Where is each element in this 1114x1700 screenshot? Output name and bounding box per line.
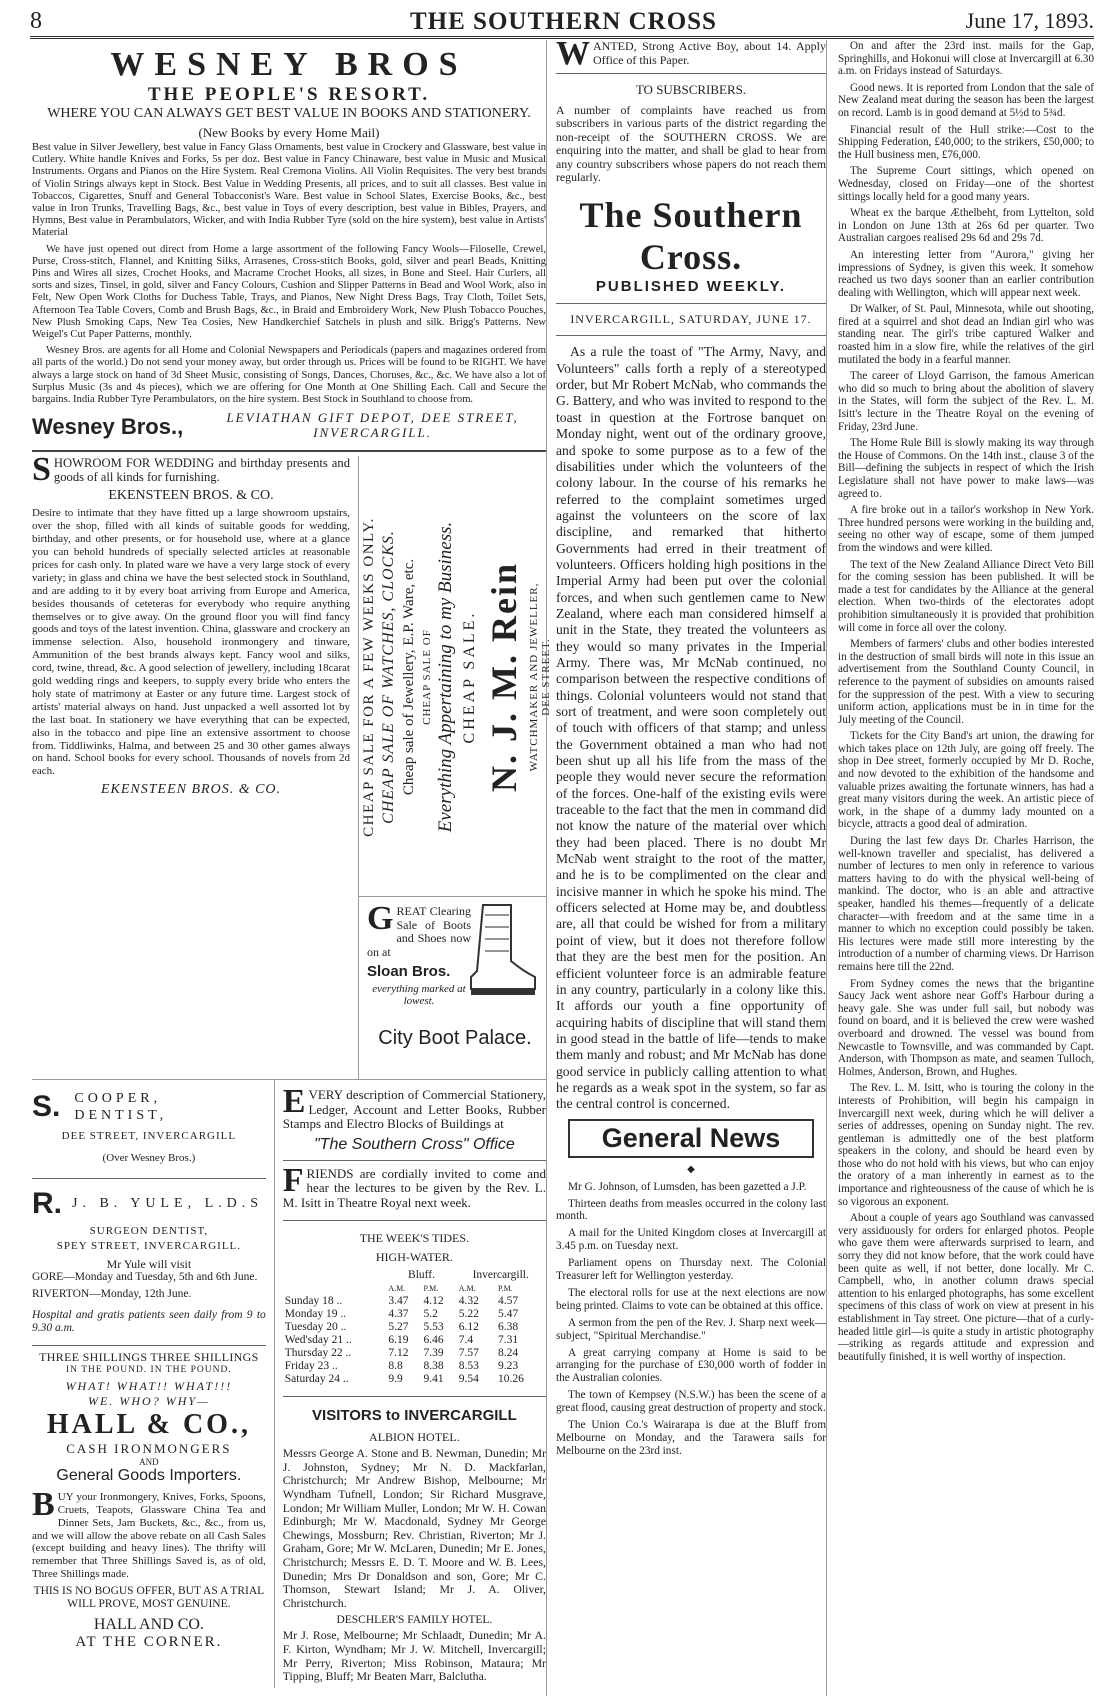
tides-ampm: A.M. (388, 1284, 406, 1294)
hall-general: General Goods Importers. (56, 1467, 242, 1485)
list-item: The Union Co.'s Wairarapa is due at the Bluff from Melbourne on Monday, and the Tarawera sails for Melbourne on the 23rd inst. (556, 1419, 826, 1457)
yule-gore: GORE—Monday and Tuesday, 5th and 6th June. (32, 1271, 258, 1284)
list-item: Dr Walker, of St. Paul, Minnesota, while out shooting, fired at a squirrel and shot dead an Indian girl who was standing near. The girl's tribe captured Walker and roasted him in a slow fire, while the relatives of the girl mutilated the body in a fearful manner. (838, 303, 1094, 366)
yule-visit: Mr Yule will visit (106, 1257, 192, 1272)
issue-date: June 17, 1893. (965, 8, 1094, 33)
list-item: A great carrying company at Home is said to be arranging for the purchase of £30,000 worth of fodder in the Australian colonies. (556, 1346, 826, 1385)
tides-cell: 5.2 (423, 1308, 438, 1321)
list-item: Tickets for the City Band's art union, the drawing for which takes place on 12th July, are going off freely. The shop in Dee street, formerly occupied by Mr D. Roche, and now devoted to the exhibition of the handsome and valuable prizes awaiting the fortunate winners, has had a great many visitors during the week. An artistic piece of work, in the shape of a dummy lady mounted on a bicycle, attracts a good deal of admiration. (838, 730, 1094, 831)
boot-text: REAT Clearing Sale of Boots and Shoes now on at (367, 904, 471, 959)
showroom-body: Desire to intimate that they have fitted up a large showroom upstairs, over the shop, filled with all kinds of suitable goods for wedding, birthday, and other presents, or for household use, where at a glance you can behold hundreds of specially selected articles at reasonable prices for cash only. In plated ware we have a very large stock of every variety; in glass and china we have the best selected stock in Southland, and are adding to it by every boat arriving from Europe and America, besides thousands of ceteteras for everybody who require anything themselves or to give away. On the ground floor you will find fancy goods and toys of the latest invention. China, glassware and crockery an immense selection. Also, household ironmongery and tinware, Ammunition of the best brands always kept. Fancy wool and silks, cord, twine, thread, &c. A good selection of jewellery, including 18carat gold wedding rings and keepers, to supply every bride who enters the holy state of matrimony at Easter or any future time. Largest stock of artists' material always on hand. Just unpacked a well assorted lot by the last boat. In stationery we have everything that can be expected, also in the tobacco and pipe line an extensive assortment to choose from. Tiddliwinks, Halma, and between 25 and 30 other games always on hand. School books for every school. Thousands of novels from 2d each. (32, 507, 351, 778)
tides-day: Thursday 22 .. (284, 1347, 352, 1360)
tides-cell: 8.53 (458, 1360, 479, 1373)
rein-line-7: N. J. M. Rein (484, 562, 524, 793)
list-item: Thirteen deaths from measles occurred in the colony last month. (556, 1197, 826, 1223)
divider (556, 335, 826, 336)
rein-line-8: WATCHMAKER AND JEWELLER, (528, 582, 540, 772)
divider (283, 1396, 546, 1397)
hall-bogus: THIS IS NO BOGUS OFFER, BUT AS A TRIAL WILL PROVE, MOST GENUINE. (33, 1584, 265, 1610)
tides-place: Bluff. (408, 1269, 435, 1282)
subscribers-body: A number of complaints have reached us from subscribers in various parts of the district regarding the non-receipt of the SOUTHERN CROSS. We are enquiring into the matter, and shall be glad to hear from any country subscribers whose papers do not reach them regularly. (556, 103, 826, 185)
list-item: The town of Kempsey (N.S.W.) has been the scene of a great flood, causing great destruction of property and stock. (556, 1389, 826, 1415)
page-number: 8 (30, 8, 42, 34)
tides-ampm: P.M. (423, 1284, 439, 1294)
yule-name: J. B. YULE, L.D.S (72, 1196, 264, 1212)
visitors-section (283, 1407, 546, 1684)
cooper-street: DEE STREET, INVERCARGILL (61, 1130, 237, 1143)
yule-riverton: RIVERTON—Monday, 12th June. (32, 1288, 192, 1301)
tides-cell: 5.53 (423, 1321, 444, 1334)
table-row (283, 1308, 545, 1321)
tides-cell: 7.57 (458, 1347, 479, 1360)
wesney-address-2: INVERCARGILL. (313, 425, 433, 441)
commercial-office: "The Southern Cross" Office (313, 1135, 515, 1153)
cooper-initial: S. (32, 1090, 61, 1124)
divider (32, 1345, 266, 1346)
tides-table (283, 1231, 546, 1386)
boot-dropcap: G (367, 900, 394, 938)
showroom-advert (32, 451, 358, 1079)
newspaper-title: THE SOUTHERN CROSS (410, 8, 717, 35)
boot-tagline: everything marked at lowest. (372, 983, 466, 1008)
tides-ampm: P.M. (498, 1284, 513, 1294)
rein-line-2: CHEAP SALE OF WATCHES, CLOCKS. (380, 530, 397, 825)
cooper-name: COOPER, (74, 1091, 162, 1107)
divider (32, 450, 546, 452)
table-row (283, 1321, 545, 1334)
hall-and: AND (139, 1457, 159, 1468)
list-item: Parliament opens on Thursday next. The Colonial Treasurer left for Wellington yesterday. (556, 1257, 826, 1283)
rein-and-boot-column (358, 456, 552, 1079)
rein-line-1: CHEAP SALE FOR A FEW WEEKS ONLY. (361, 517, 377, 838)
general-news-title: General News (568, 1119, 814, 1158)
tides-cell: 9.23 (498, 1360, 519, 1373)
tides-cell: 4.57 (498, 1295, 519, 1308)
list-item: Financial result of the Hull strike:—Cost to the Shipping Federation, £40,000; to the strikers, £50,000; to the Hull business men, £76,000. (838, 123, 1094, 161)
general-news-list (556, 1181, 826, 1458)
tides-cell: 8.24 (498, 1347, 519, 1360)
tides-cell: 7.39 (423, 1347, 444, 1360)
rein-line-3: Cheap sale of Jewellery, E.P. Ware, etc. (401, 559, 417, 796)
tides-cell: 9.54 (458, 1373, 479, 1386)
hall-dropcap: B (32, 1486, 55, 1524)
yule-advert (32, 1187, 266, 1221)
wesney-name: WESNEY BROS (110, 46, 468, 83)
tides-cell: 9.9 (388, 1373, 403, 1386)
tides-cell: 6.12 (458, 1321, 479, 1334)
tides-cell: 4.12 (423, 1295, 444, 1308)
ads-row-1 (32, 451, 552, 1079)
masthead-title: The Southern Cross. (579, 195, 803, 278)
tides-cell: 8.38 (423, 1360, 444, 1373)
wesney-advert (32, 46, 546, 440)
tides-ampm: A.M. (458, 1284, 476, 1294)
tides-cell: 3.47 (388, 1295, 409, 1308)
tides-cell: 6.19 (388, 1334, 409, 1347)
tides-day: Saturday 24 .. (284, 1373, 349, 1386)
hall-what: WHAT! WHAT!! WHAT!!! (65, 1379, 233, 1394)
table-row (283, 1360, 545, 1373)
wesney-para-2: We have just opened out direct from Home a large assortment of the following Fancy Wools—Filoselle, Crewel, Purse, Cross-stitch, Flannel, and Knitting Silks, Arrasenes, Cross-stitch Books, gold, silver and pearl Beads, Knitting Pins and Wires all sizes, Crochet Hooks, and Macrame Crochet Hooks, all sizes, in Bone and Steel. Hair Curlers, all sorts and sizes, Tinsel, in gold, silver and Fancy Colours, Cushion and Slipper Patterns in Bead and Wool Work, also in Felt, New Open Work Cloths for Duchess Table, Trays, and Pianos, New Night Dress Bags, Tray Cloth, Toilet Sets, Afternoon Tea Table Covers, Comb and Brush Bags, &c., in Braid and Embroidery Work, New Plush Tobacco Pouches, New Plush Smoking Caps, New Tea Cosies, New Handkerchief Satchels in plush and silk. Brigg's Patterns. New Weigel's Cut Paper Patterns, monthly. (32, 243, 546, 341)
subscribers-heading: TO SUBSCRIBERS. (635, 82, 747, 97)
albion-heading: ALBION HOTEL. (369, 1430, 460, 1445)
tides-place: Invercargill. (472, 1269, 529, 1282)
commercial-text: VERY description of Commercial Stationery, Ledger, Account and Letter Books, Rubber Stamps and Electro Blocks of Buildings at (282, 1087, 546, 1132)
table-row (283, 1347, 545, 1360)
list-item: Mr G. Johnson, of Lumsden, has been gazetted a J.P. (568, 1180, 807, 1193)
hall-pound: IN THE POUND. IN THE POUND. (66, 1365, 232, 1376)
tides-cell: 5.22 (458, 1308, 479, 1321)
boot-advert (358, 896, 546, 1079)
hall-cash: CASH IRONMONGERS (66, 1441, 232, 1457)
wesney-mail: (New Books by every Home Mail) (198, 125, 380, 140)
divider (32, 1178, 266, 1179)
albion-list: Messrs George A. Stone and B. Newman, Dunedin; Mr J. Johnston, Sydney; Mr N. D. Mackfarlan, Christchurch; Mr Andrew Bishop, Melbourne; Mr Wyndham Tufnell, London; Sir Richard Musgrave, London; Mr William Muller, London; Mr W. H. Cowan Edinburgh; Mr W. Macdonald, Sydney Mr George Chewings, Mossburn; Rev. Christian, Riverton; Mr J. Graham, Gore; Mr W. McLaren, Dunedin; Mr E. Jones, Christchurch; Messrs E. D. T. Moore and W. B. Lees, Dunedin; Mrs Dr Donaldson and son, Gore; Mr C. Thomson, Stewart Island; Mr J. A. Oliver, Christchurch. (282, 1446, 546, 1610)
showroom-head: HOWROOM FOR WEDDING and birthday presents and goods of all kinds for furnishing. (53, 456, 350, 485)
divider (283, 1160, 546, 1161)
list-item: During the last few days Dr. Charles Harrison, the well-known traveller and specialist, has delivered a number of lectures to men only in reference to various matters having to do with the physical well-being of mankind. The doctor, who is an able and attractive speaker, handled his themes—frequently of a delicate character—with freedom and at the same time in a manner to which no exception could possibly be taken. His lectures were made still more interesting by the introduction of a number of charming views. Dr Harrison remains here till the 22nd. (838, 835, 1094, 973)
boot-palace: City Boot Palace. (378, 1027, 532, 1050)
rein-line-5: Everything Appertaining to my Business. (435, 522, 456, 833)
tides-subtitle: HIGH-WATER. (375, 1250, 453, 1265)
ornament-icon: ◆ (687, 1163, 695, 1175)
tides-cell: 5.27 (388, 1321, 409, 1334)
tides-cell: 6.46 (423, 1334, 444, 1347)
cooper-over: (Over Wesney Bros.) (102, 1152, 196, 1165)
tides-cell: 4.32 (458, 1295, 479, 1308)
list-item: On and after the 23rd inst. mails for the Gap, Springhills, and Hokonui will close at Invercargill at 6.30 a.m. on Fridays instead of Saturdays. (838, 40, 1094, 78)
editorial-body: As a rule the toast of "The Army, Navy, and Volunteers" calls forth a reply of a stereotyped order, but Mr Robert McNab, who commands the G. Battery, and who was invited to respond to the toast in question at the Fortrose banquet on Monday night, went out of the ordinary groove, and spoke to some purpose as to a few of the disabilities under which the volunteers of the colony labour. In the course of his remarks he referred to the complaint sometimes urged against the volunteers on the score of lax discipline, and remarked that hitherto Governments had erred in their treatment of volunteers. Officers holding high positions in the Imperial Army had been put over the colonial forces, and when such gentlemen came to New Zealand, where each man considered himself a unit in the State, they treated the volunteers as they would so many privates in the Imperial Army. There was, Mr McNab continued, no comparison between the respective conditions of things. Colonial volunteers would not stand that sort of treatment, and were soon completely out of touch with officers of that stamp; and unless the Government obtained a man who had not been shut up all his life from the mass of the people they would never secure the reformation of the forces. One-half of the existing evils were traceable to the fact that the men in command did not know the nature of the material over which they had been placed. There is no doubt Mr McNab went straight to the root of the matter, and he is to be complimented on the clear and incisive manner in which he spoke his mind. The officers selected at Home may be, and doubtless are, all that could be wished for from a military point of view, but it does not therefore follow that they are the best men for the position. An efficient volunteer force is an admirable feature in any country, particularly in a colony like this. It affords our youth a fine opportunity of acquiring habits of discipline that will stand them in good stead in the battle of life—tends to make them manly and robust; and Mr McNab has done good service in publicly calling attention to what he regards as a weak spot in the system, so far as the central control is concerned. (556, 344, 826, 1112)
showroom-firm: EKENSTEEN BROS. & CO. (108, 488, 274, 504)
dentist-column (32, 1080, 275, 1688)
ads-row-2 (32, 1079, 546, 1688)
list-item: Wheat ex the barque Æthelbeht, from Lyttelton, sold in London on June 13th at 26s 6d per quarter. Two Australian cargoes realised 29s 6d and 29s 7d. (838, 207, 1094, 245)
hall-advert (32, 1350, 266, 1651)
boot-firm: Sloan Bros. (367, 963, 451, 981)
tides-cell: 9.41 (423, 1373, 444, 1386)
list-item: Members of farmers' clubs and other bodies interested in the destruction of small birds will note in this issue an advertisement from the Southland County Council, in reference to the payment of subsidies on amounts raised for the suppression of the pest. With a view to securing uniform action, applications must be in in time for the July meeting of the Council. (838, 638, 1094, 726)
friends-dropcap: F (282, 1161, 304, 1199)
showroom-signature: EKENSTEEN BROS. & CO. (100, 782, 282, 798)
table-row (283, 1373, 545, 1386)
column-news (838, 40, 1094, 1696)
column-editorial (556, 35, 827, 1696)
tides-day: Wed'sday 21 .. (284, 1334, 352, 1347)
tides-cell: 8.8 (388, 1360, 403, 1373)
visitors-title: VISITORS to INVERCARGILL (312, 1407, 517, 1425)
tides-cell: 4.37 (388, 1308, 409, 1321)
rein-line-9: DEE STREET. (540, 638, 552, 716)
list-item: The career of Lloyd Garrison, the famous American who did so much to bring about the abolition of slavery in the States, will form the subject of the Rev. L. M. Isitt's lecture in the Theatre Royal on the evening of Friday, 23rd June. (838, 370, 1094, 433)
showroom-dropcap: S (32, 451, 51, 489)
deschler-heading: DESCHLER'S FAMILY HOTEL. (336, 1614, 493, 1627)
list-item: The electoral rolls for use at the next elections are now being printed. Claims to vote can be obtained at this office. (556, 1286, 826, 1312)
wesney-para-3: Wesney Bros. are agents for all Home and Colonial Newspapers and Periodicals (papers and magazines ordered from all parts of the world.) Do not send your money away, but order through us. Prices will be found to be RIGHT. We have always a large stock on hand of 3d Sheet Music, consisting of Songs, Dances, Choruses, &c., &c. We have also a lot of Surplus Music (3s and 4s pieces), which we are offering for One Month at One Shilling Each. Call and Secure the bargains. India Rubber Tyre Perambulators, on the hire system. Best Stock in Southland to choose from. (32, 345, 546, 406)
hall-signature: HALL AND CO. (93, 1615, 204, 1633)
wesney-signature-row (32, 410, 546, 440)
list-item: Good news. It is reported from London that the sale of New Zealand meat during the season has been the largest on record. Lamb is in good demand at 5½d to 5¾d. (838, 81, 1094, 119)
hall-name: HALL & CO., (46, 1409, 251, 1441)
tides-cell: 7.12 (388, 1347, 409, 1360)
office-column (275, 1080, 546, 1688)
yule-hospital: Hospital and gratis patients seen daily from 9 to 9.30 a.m. (32, 1309, 266, 1335)
wesney-address-1: LEVIATHAN GIFT DEPOT, DEE STREET, (226, 410, 519, 426)
list-item: A sermon from the pen of the Rev. J. Sharp next week—subject, "Spiritual Merchandise." (556, 1316, 826, 1342)
friends-text: RIENDS are cordially invited to come and hear the lectures to be given by the Rev. L. M. Isitt in Theatre Royal next week. (282, 1165, 546, 1210)
list-item: An interesting letter from "Aurora," giving her impressions of Sydney, is given this week. It somehow reached us two days sooner than an earlier contribution dealing with Wellington, which will appear next week. (838, 248, 1094, 299)
list-item: The Supreme Court sittings, which opened on Wednesday, closed on Friday—one of the shortest sittings locally held for a good many years. (838, 165, 1094, 203)
rein-line-4: CHEAP SALE OF (421, 629, 433, 726)
wesney-para-1: Best value in Silver Jewellery, best value in Fancy Glass Ornaments, best value in Crockery and Glassware, best value in Cutlery. White handle Knives and Forks, 5s per doz. Best value in Fancy Chinaware, best value in Music and Musical Instruments. Organs and Pianos on the Hire System. Real Cremona Violins. All Violin Requisites. The very best brands of Violin Strings always kept in Stock. Best Value in Wedding Presents, all prices, and to suit all classes. Best value in Tobaccos, Cigarettes, Snuff and General Tobacconist's Ware. Best value in School Slates, Exercise Books, &c., best value in Iron Trunks, Travelling Bags, &c., best value in Toys of every description, best value in Bibles, Prayers, and Hymns, Best value in Perambulators, Wicker, and with India Rubber Tyre (sold on the hire system), best value in Artists' Material (32, 142, 546, 239)
tides-day: Monday 19 .. (284, 1308, 347, 1321)
cooper-title: DENTIST, (74, 1108, 168, 1124)
list-item: About a couple of years ago Southland was canvassed very assiduously for orders for enlarged photos. People who gave them were afterwards surprised to learn, and sorry they did not know before, that the work could have been quite as well, if not better, done locally. Mr C. Campbell, who, in another column draws special attention to his enlarged photographs, has some excellent specimens of this class of work on view at present in his establishment in Tay street. One picture—that of a curly-headed little girl—is quite a study in artistic photography—striking as regards attitude and expression and beautifully finished, it is well worthy of inspection. (838, 1212, 1094, 1363)
tides-cell: 5.47 (498, 1308, 519, 1321)
yule-title: SURGEON DENTIST, (89, 1225, 209, 1238)
hall-corner: AT THE CORNER. (75, 1633, 223, 1650)
boot-illustration-icon (465, 901, 539, 1001)
tides-title: THE WEEK'S TIDES. (359, 1231, 470, 1246)
hall-body: UY your Ironmongery, Knives, Forks, Spoons, Cruets, Teapots, Glassware China Tea and Dinner Sets, Jam Buckets, &c., &c., from us, and we will allow the above rebate on all Cash Sales (except building and heavy lines). The thrifty will remember that Three Shillings Saved is, as of old, Three Shillings made. (32, 1491, 266, 1581)
deschler-list: Mr J. Rose, Melbourne; Mr Schlaadt, Dunedin; Mr A. F. Kirton, Wyndham; Mr J. W. Mitchell, Invercargill; Mr Perry, Riverton; Miss Robinson, Mataura; Mr Tipping, Bluff; Mr Beaten Marr, Balclutha. (282, 1628, 546, 1684)
column-advertisements (32, 40, 552, 1696)
hall-top: THREE SHILLINGS THREE SHILLINGS (39, 1350, 259, 1365)
wanted-text: ANTED, Strong Active Boy, about 14. Apply Office of this Paper. (593, 39, 826, 67)
table-row (283, 1334, 545, 1347)
tides-grid (283, 1269, 545, 1386)
divider (556, 73, 826, 74)
tides-cell: 6.38 (498, 1321, 519, 1334)
list-item: From Sydney comes the news that the brigantine Saucy Jack went ashore near Goff's Harbour during a heavy gale. She was under full sail, but nobody was found on board, and it is believed the crew were washed overboard and drowned. The vessel was bound from Newcastle to Townsville, and was commanded by Capt. Anderson, with Thompson as mate, and seamen Tulloch, Holmes, Anderson, Brown, and Hughes. (838, 977, 1094, 1078)
wanted-dropcap: W (556, 35, 590, 72)
tides-cell: 7.31 (498, 1334, 519, 1347)
list-item: The text of the New Zealand Alliance Direct Veto Bill for the coming session has been published. It will be made a test for candidates by the Alliance at the general election. When two-thirds of the electorates adopt prohibition simultaneously it is provided that prohibition will come in force all over the colony. (838, 558, 1094, 634)
tides-day: Friday 23 .. (284, 1360, 338, 1373)
rein-advert (358, 456, 552, 896)
hall-who: WE. WHO? WHY— (88, 1394, 210, 1409)
masthead-dateline: INVERCARGILL, SATURDAY, JUNE 17. (570, 312, 812, 327)
list-item: A mail for the United Kingdom closes at Invercargill at 3.45 p.m. on Tuesday next. (556, 1227, 826, 1253)
tides-cell: 10.26 (498, 1373, 524, 1386)
wesney-resort: THE PEOPLE'S RESORT. (147, 84, 431, 105)
rein-line-6: CHEAP SALE. (461, 610, 478, 744)
commercial-dropcap: E (282, 1083, 306, 1121)
masthead-weekly: PUBLISHED WEEKLY. (595, 278, 787, 296)
divider (556, 303, 826, 304)
yule-street: SPEY STREET, INVERCARGILL. (56, 1240, 242, 1253)
list-item: A fire broke out in a tailor's workshop in New York. Three hundred persons were working in the building and, seeing no other way of escape, some of them jumped from the windows and were killed. (838, 504, 1094, 554)
list-item: The Home Rule Bill is slowly making its way through the House of Commons. On the 14th inst., clause 3 of the Bill—defining the subjects in respect of which the Irish Legislature shall not have power to make laws—was agreed to. (838, 437, 1094, 500)
tides-day: Tuesday 20 .. (284, 1321, 347, 1334)
tides-cell: 7.4 (458, 1334, 474, 1347)
list-item: The Rev. L. M. Isitt, who is touring the colony in the interests of Prohibition, will begin his campaign in Invercargill next week, during which he will deliver a series of addresses, opening on Sunday night. The rev. gentleman is admittedly one of the best platform speakers in the colony, and should be heard even by those who do not hold with his views, but who can enjoy the oratory of a man inherently in earnest as to the importance and righteousness of the cause of which he is so vigorous an exponent. (838, 1082, 1094, 1208)
yule-initial: R. (32, 1187, 62, 1221)
tides-day: Sunday 18 .. (284, 1295, 343, 1308)
divider (283, 1220, 546, 1221)
wesney-where: WHERE YOU CAN ALWAYS GET BEST VALUE IN BOOKS AND STATIONERY. (47, 106, 531, 121)
wesney-signature: Wesney Bros., (32, 414, 184, 440)
table-row (283, 1295, 545, 1308)
cooper-advert (32, 1090, 266, 1124)
